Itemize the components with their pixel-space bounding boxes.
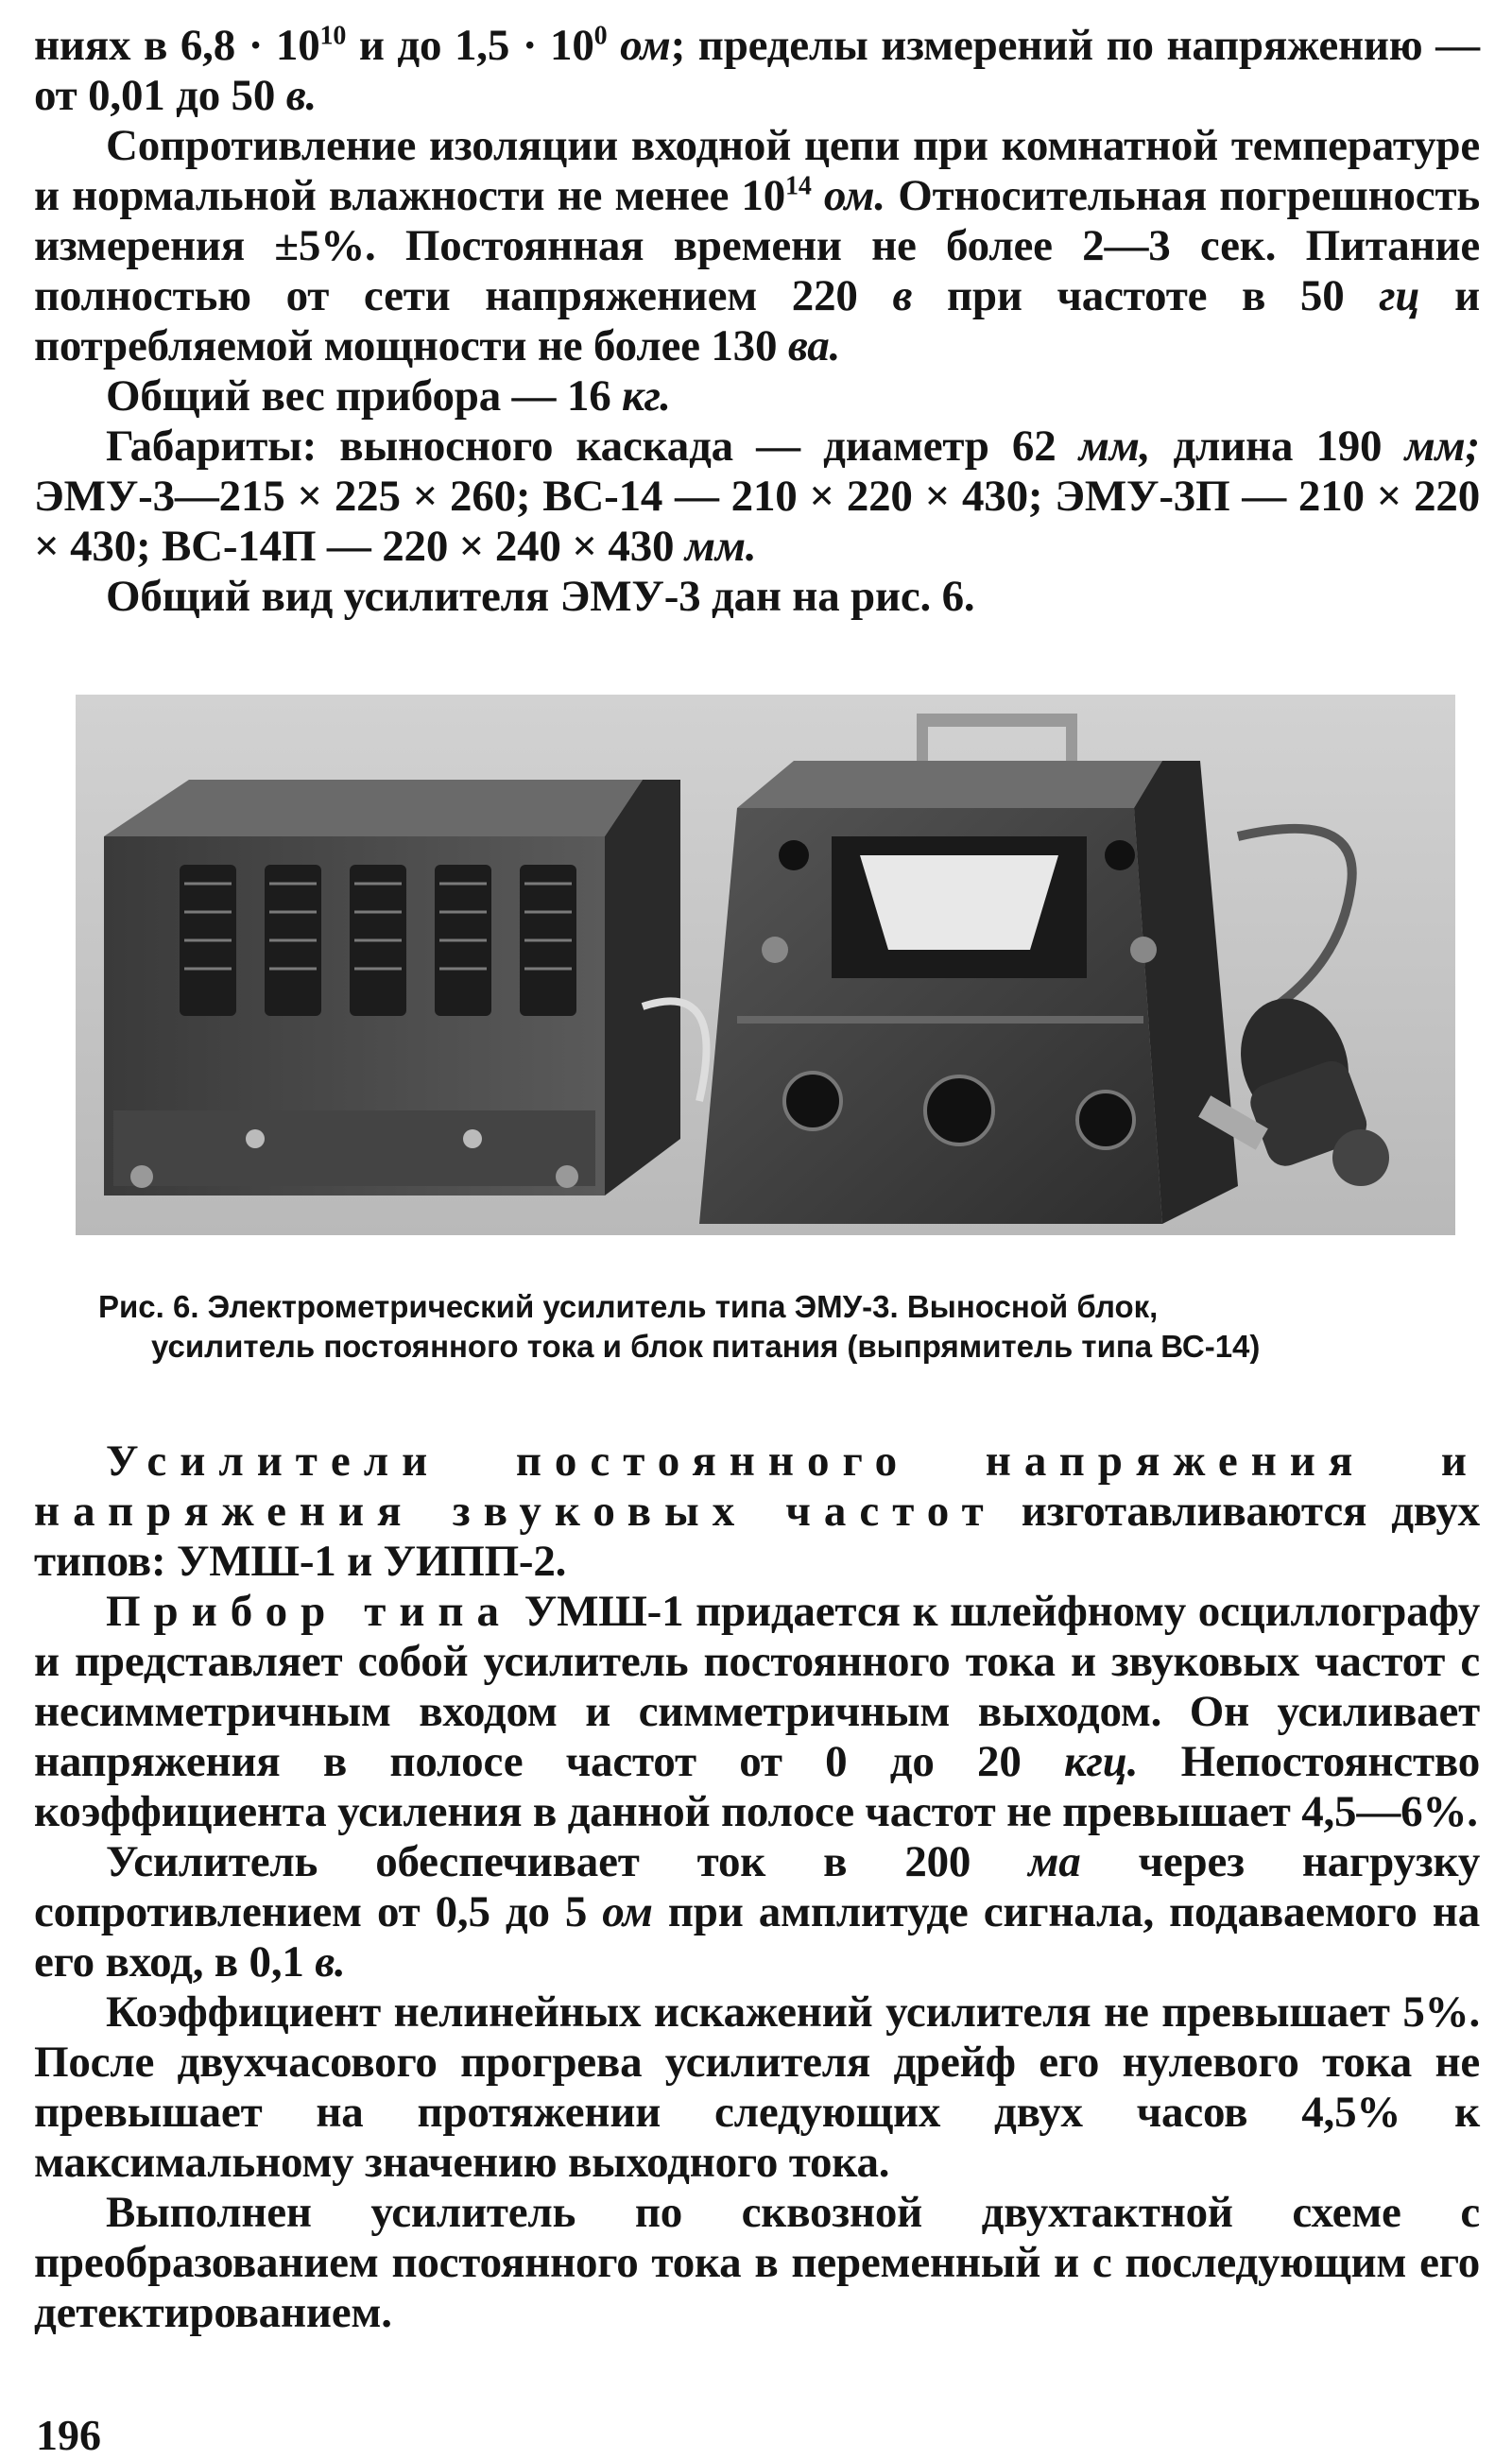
paragraph-5: Общий вид усилителя ЭМУ-3 дан на рис. 6. xyxy=(106,572,975,621)
paragraph-3: Общий вес прибора — 16 кг. xyxy=(106,371,671,421)
figure-caption: Рис. 6. Электрометрический усилитель типа ЭМУ-3. Выносной блок, усилитель постоянного тока и блок питания (выпрямитель типа ВС-14) xyxy=(98,1289,1261,1364)
paragraph-8: Усилитель обеспечивает ток в 200 ма через нагрузку сопротивлением от 0,5 до 5 ом при амплитуде сигнала, подаваемого на его вход, в 0,1 в. xyxy=(34,1837,1480,1987)
top-text-block xyxy=(34,21,1480,622)
bottom-text-block xyxy=(34,1436,1480,2338)
amplifier-photo-illustration xyxy=(76,695,1455,1235)
page-number: 196 xyxy=(36,2411,101,2459)
power-supply-block xyxy=(104,780,707,1196)
paragraph-2: Сопротивление изоляции входной цепи при комнатной температуре и нормальной влажности не менее $10^{14}$ ом. Относительная погрешность измерения ±5%. Постоянная времени не более 2—3 сек. Питание полностью от сети напряжением 220 в при частоте в 50 гц и потребляемой мощности не более 130 ва. xyxy=(34,121,1480,370)
paragraph-1: ниях в $6,8 \cdot 10^{10}$ и до $1,5 \cdot 10^0$ ом; пределы измерений по напряжению — от 0,01 до 50 в. xyxy=(34,21,1480,120)
paragraph-9: Коэффициент нелинейных искажений усилителя не превышает 5%. После двухчасового прогрева усилителя дрейф его нулевого тока не превышает на протяжении следующих двух часов 4,5% к максимальному значению выходного тока. xyxy=(34,1987,1480,2187)
paragraph-10: Выполнен усилитель по сквозной двухтактной схеме с преобразованием постоянного тока в переменный и с последующим его детектированием. xyxy=(34,2188,1480,2337)
figure-photo xyxy=(76,695,1455,1235)
paragraph-7: Прибор типа УМШ-1 придается к шлейфному осциллографу и представляет собой усилитель постоянного тока и звуковых частот с несимметричным входом и симметричным выходом. Он усиливает напряжения в полосе частот от 0 до 20 кгц. Непостоянство коэффициента усиления в данной полосе частот не превышает 4,5—6%. xyxy=(34,1587,1480,1836)
paragraph-4: Габариты: выносного каскада — диаметр 62 мм, длина 190 мм; ЭМУ-3—215 × 225 × 260; ВС-14 — 210 × 220 × 430; ЭМУ-3П — 210 × 220 × 430; ВС-14П — 220 × 240 × 430 мм. xyxy=(34,421,1481,571)
amplifier-block xyxy=(699,714,1238,1224)
paragraph-6: Усилители постоянного напряжения и напряжения звуковых частот изготавливаются двух типов: УМШ-1 и УИПП-2. xyxy=(34,1436,1480,1586)
